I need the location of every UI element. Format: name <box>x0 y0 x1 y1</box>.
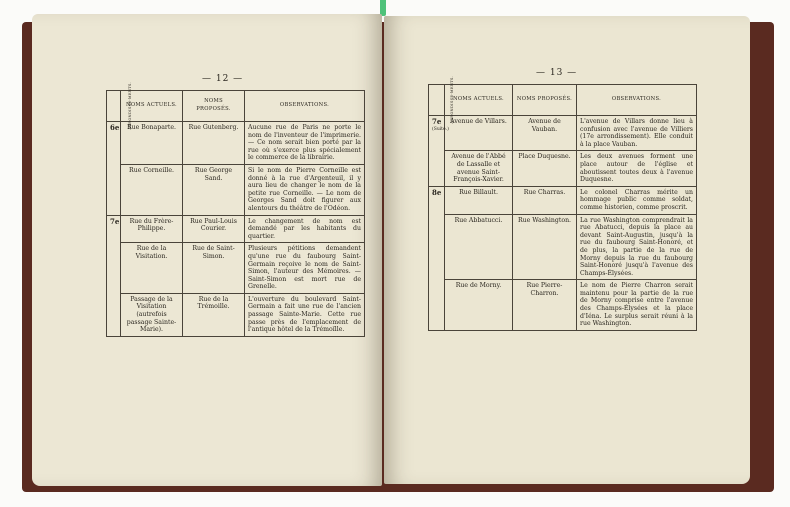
table-row <box>107 293 365 336</box>
table-row <box>429 116 697 151</box>
current-name-cell: Avenue de Villars. <box>445 116 513 151</box>
observation-cell: Le colonel Charras mérite un hommage public comme soldat, comme historien, comme proscrit. <box>577 186 697 214</box>
arrondissement-number: 6e <box>110 123 120 132</box>
arrondissement-cell <box>429 116 449 187</box>
proposed-name-cell: Avenue de Vauban. <box>513 116 577 151</box>
left-table <box>106 82 365 337</box>
proposed-name-cell: Rue George Sand. <box>183 164 245 215</box>
arrondissement-number: 8e <box>432 187 442 197</box>
observation-cell: Si le nom de Pierre Corneille est donné à la rue d'Argenteuil, il y aura lieu de changer le nom de la petite rue Corneille. — Le nom de Georges Sand doit figurer aux alentours du théâtre de l'Odéon. <box>245 164 365 215</box>
current-name-cell: Passage de la Visitation (autrefois passage Sainte-Marie). <box>121 293 183 336</box>
proposed-name-cell: Rue Charras. <box>513 186 577 214</box>
current-name-cell: Rue Billault. <box>445 186 513 214</box>
left-page <box>32 14 382 486</box>
current-name-cell: Rue de Morny. <box>445 280 513 331</box>
header-noms-proposes: NOMS PROPOSÉS. <box>183 91 245 122</box>
arrondissement-cell <box>429 186 445 330</box>
right-page <box>384 16 750 484</box>
arrondissement-cell <box>107 215 121 336</box>
table-row <box>107 215 365 243</box>
observation-cell: Aucune rue de Paris ne porte le nom de l'inventeur de l'imprimerie. — Ce nom serait bien porté par la rue où s'exerce plus spécialement le commerce de la librairie. <box>245 122 365 165</box>
observation-cell: Le changement de nom est demandé par les habitants du quartier. <box>245 215 365 243</box>
header-noms-actuels: NOMS ACTUELS. <box>445 85 513 116</box>
table-row <box>107 122 365 165</box>
observation-cell: Les deux avenues forment une place autour de l'église et aboutissent toutes deux à l'avenue Duquesne. <box>577 151 697 186</box>
current-name-cell: Rue du Frère-Philippe. <box>121 215 183 243</box>
table-row <box>107 164 365 215</box>
proposed-name-cell: Rue Pierre-Charron. <box>513 280 577 331</box>
current-name-cell: Rue Bonaparte. <box>121 122 183 165</box>
proposed-name-cell: Place Duquesne. <box>513 151 577 186</box>
header-noms-actuels: NOMS ACTUELS. <box>121 91 183 122</box>
table-row <box>429 280 697 331</box>
page-number-left: — 12 — <box>202 74 244 84</box>
observation-cell: Plusieurs pétitions demandent qu'une rue du faubourg Saint-Germain reçoive le nom de Saint-Simon, l'auteur des Mémoires. — Saint-Simon est mort rue de Grenelle. <box>245 243 365 294</box>
header-observations: OBSERVATIONS. <box>577 85 697 116</box>
table-row <box>429 186 697 214</box>
proposed-name-cell: Rue Washington. <box>513 214 577 280</box>
table-row <box>107 243 365 294</box>
observation-cell: L'avenue de Villars donne lieu à confusion avec l'avenue de Villiers (17e arrondissement). Elle conduit à la place Vauban. <box>577 116 697 151</box>
header-arrondissements: ARRONDISSE-MENTS. <box>107 91 121 122</box>
observation-cell: L'ouverture du boulevard Saint-Germain a fait une rue de l'ancien passage Sainte-Marie. Cette rue passe près de l'emplacement de l'antique hôtel de la Trémoïlle. <box>245 293 365 336</box>
arrondissement-number: 7e <box>110 216 120 226</box>
header-noms-proposes: NOMS PROPOSÉS. <box>513 85 577 116</box>
page-number-right: — 13 — <box>536 68 578 78</box>
header-observations: OBSERVATIONS. <box>245 91 365 122</box>
current-name-cell: Rue de la Visitation. <box>121 243 183 294</box>
current-name-cell: Rue Abbatucci. <box>445 214 513 280</box>
arrondissement-cell <box>107 122 121 216</box>
current-name-cell: Rue Corneille. <box>121 164 183 215</box>
proposed-name-cell: Rue de la Trémoille. <box>183 293 245 336</box>
observation-cell: Le nom de Pierre Charron serait maintenu pour la partie de la rue de Morny comprise entre l'avenue des Champs-Élysées et la place d'Iéna. Le surplus serait réuni à la rue Washington. <box>577 280 697 331</box>
table-row <box>429 214 697 280</box>
arrondissement-note: (Suite.) <box>432 126 449 132</box>
proposed-name-cell: Rue Paul-Louis Courier. <box>183 215 245 243</box>
arrondissement-number: 7e <box>432 117 442 126</box>
proposed-name-cell: Rue de Saint-Simon. <box>183 243 245 294</box>
observation-cell: La rue Washington comprendrait la rue Abatucci, depuis la place au devant Saint-Augustin, jusqu'à la rue du faubourg Saint-Honoré, et de plus, la partie de la rue de Morny depuis la rue du faubourg Saint-Honoré jusqu'à l'avenue des Champs-Élysées. <box>577 214 697 280</box>
proposed-name-cell: Rue Gutenberg. <box>183 122 245 165</box>
table-row <box>429 151 697 186</box>
current-name-cell: Avenue de l'Abbé de Lassalle et avenue Saint-François-Xavier. <box>445 151 513 186</box>
right-table <box>428 76 697 331</box>
header-arrondissements: ARRONDISSE-MENTS. <box>429 85 445 116</box>
